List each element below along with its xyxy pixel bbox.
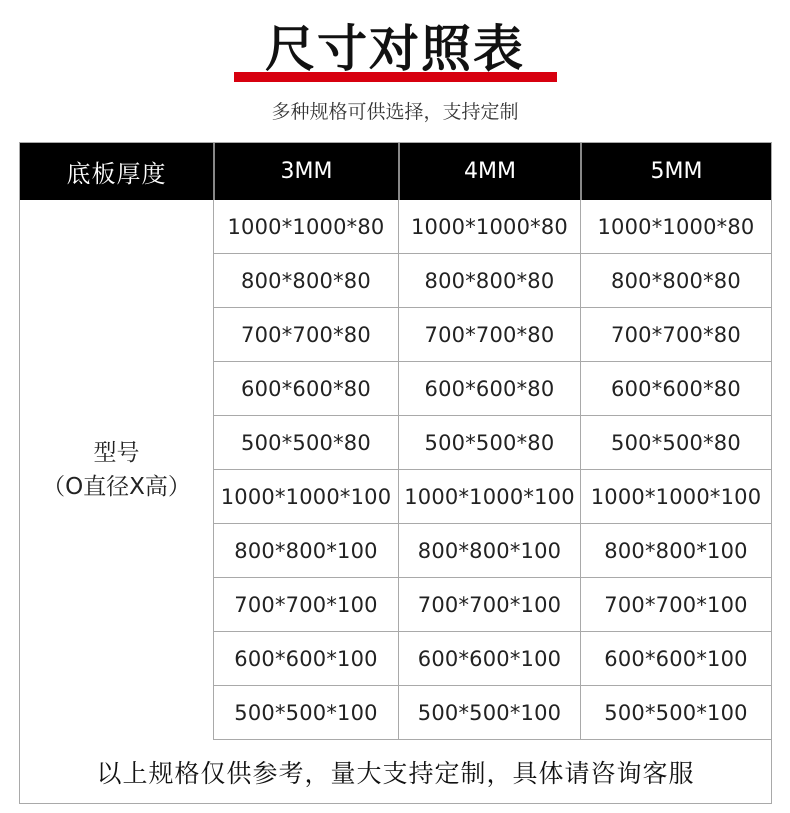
- table-cell: 600*600*80: [580, 362, 771, 416]
- table-cell: 700*700*100: [398, 578, 580, 632]
- table-cell: 800*800*80: [398, 254, 580, 308]
- table-cell: 500*500*100: [398, 686, 580, 740]
- table-cell: 700*700*100: [580, 578, 771, 632]
- table-cell: 800*800*80: [580, 254, 771, 308]
- table-cell: 800*800*100: [580, 524, 771, 578]
- column-header-4mm: 4MM: [398, 143, 580, 200]
- table-cell: 600*600*100: [398, 632, 580, 686]
- table-cell: 1000*1000*100: [580, 470, 771, 524]
- column-header-thickness: 底板厚度: [66, 160, 167, 188]
- table-cell: 500*500*80: [213, 416, 398, 470]
- table-cell: 1000*1000*80: [580, 200, 771, 254]
- table-cell: 700*700*80: [398, 308, 580, 362]
- table-row: [213, 524, 771, 578]
- title-block: [0, 18, 790, 88]
- table-row: [213, 578, 771, 632]
- table-cell: 1000*1000*100: [213, 470, 398, 524]
- table-row: [213, 254, 771, 308]
- table-cell: 800*800*80: [213, 254, 398, 308]
- page-subtitle: 多种规格可供选择，支持定制: [271, 101, 519, 123]
- table-header-row: [20, 143, 771, 200]
- table-cell: 700*700*100: [213, 578, 398, 632]
- table-cell: 500*500*100: [580, 686, 771, 740]
- table-cell: 800*800*100: [398, 524, 580, 578]
- table-row: [213, 686, 771, 740]
- table-cell: 500*500*100: [213, 686, 398, 740]
- page-title: 尺寸对照表: [265, 20, 525, 78]
- table-row: [213, 308, 771, 362]
- row-label-model: 型号: [93, 440, 140, 466]
- size-grid: [213, 200, 771, 740]
- table-row: [213, 632, 771, 686]
- table-row: [213, 362, 771, 416]
- table-cell: 1000*1000*100: [398, 470, 580, 524]
- table-cell: 600*600*80: [213, 362, 398, 416]
- size-table: [19, 142, 772, 804]
- table-cell: 500*500*80: [580, 416, 771, 470]
- table-cell: 700*700*80: [213, 308, 398, 362]
- table-cell: 600*600*80: [398, 362, 580, 416]
- table-cell: 800*800*100: [213, 524, 398, 578]
- table-cell: 700*700*80: [580, 308, 771, 362]
- table-row: [213, 416, 771, 470]
- table-cell: 1000*1000*80: [398, 200, 580, 254]
- table-cell: 1000*1000*80: [213, 200, 398, 254]
- table-footer-note: 以上规格仅供参考，量大支持定制，具体请咨询客服: [96, 758, 695, 788]
- table-row: [213, 470, 771, 524]
- table-row: [213, 200, 771, 254]
- table-cell: 600*600*100: [213, 632, 398, 686]
- column-header-3mm: 3MM: [213, 143, 398, 200]
- table-cell: 500*500*80: [398, 416, 580, 470]
- row-group-label: [20, 200, 213, 740]
- column-header-5mm: 5MM: [580, 143, 771, 200]
- row-label-dimension-note: （O直径X高）: [42, 474, 191, 500]
- table-cell: 600*600*100: [580, 632, 771, 686]
